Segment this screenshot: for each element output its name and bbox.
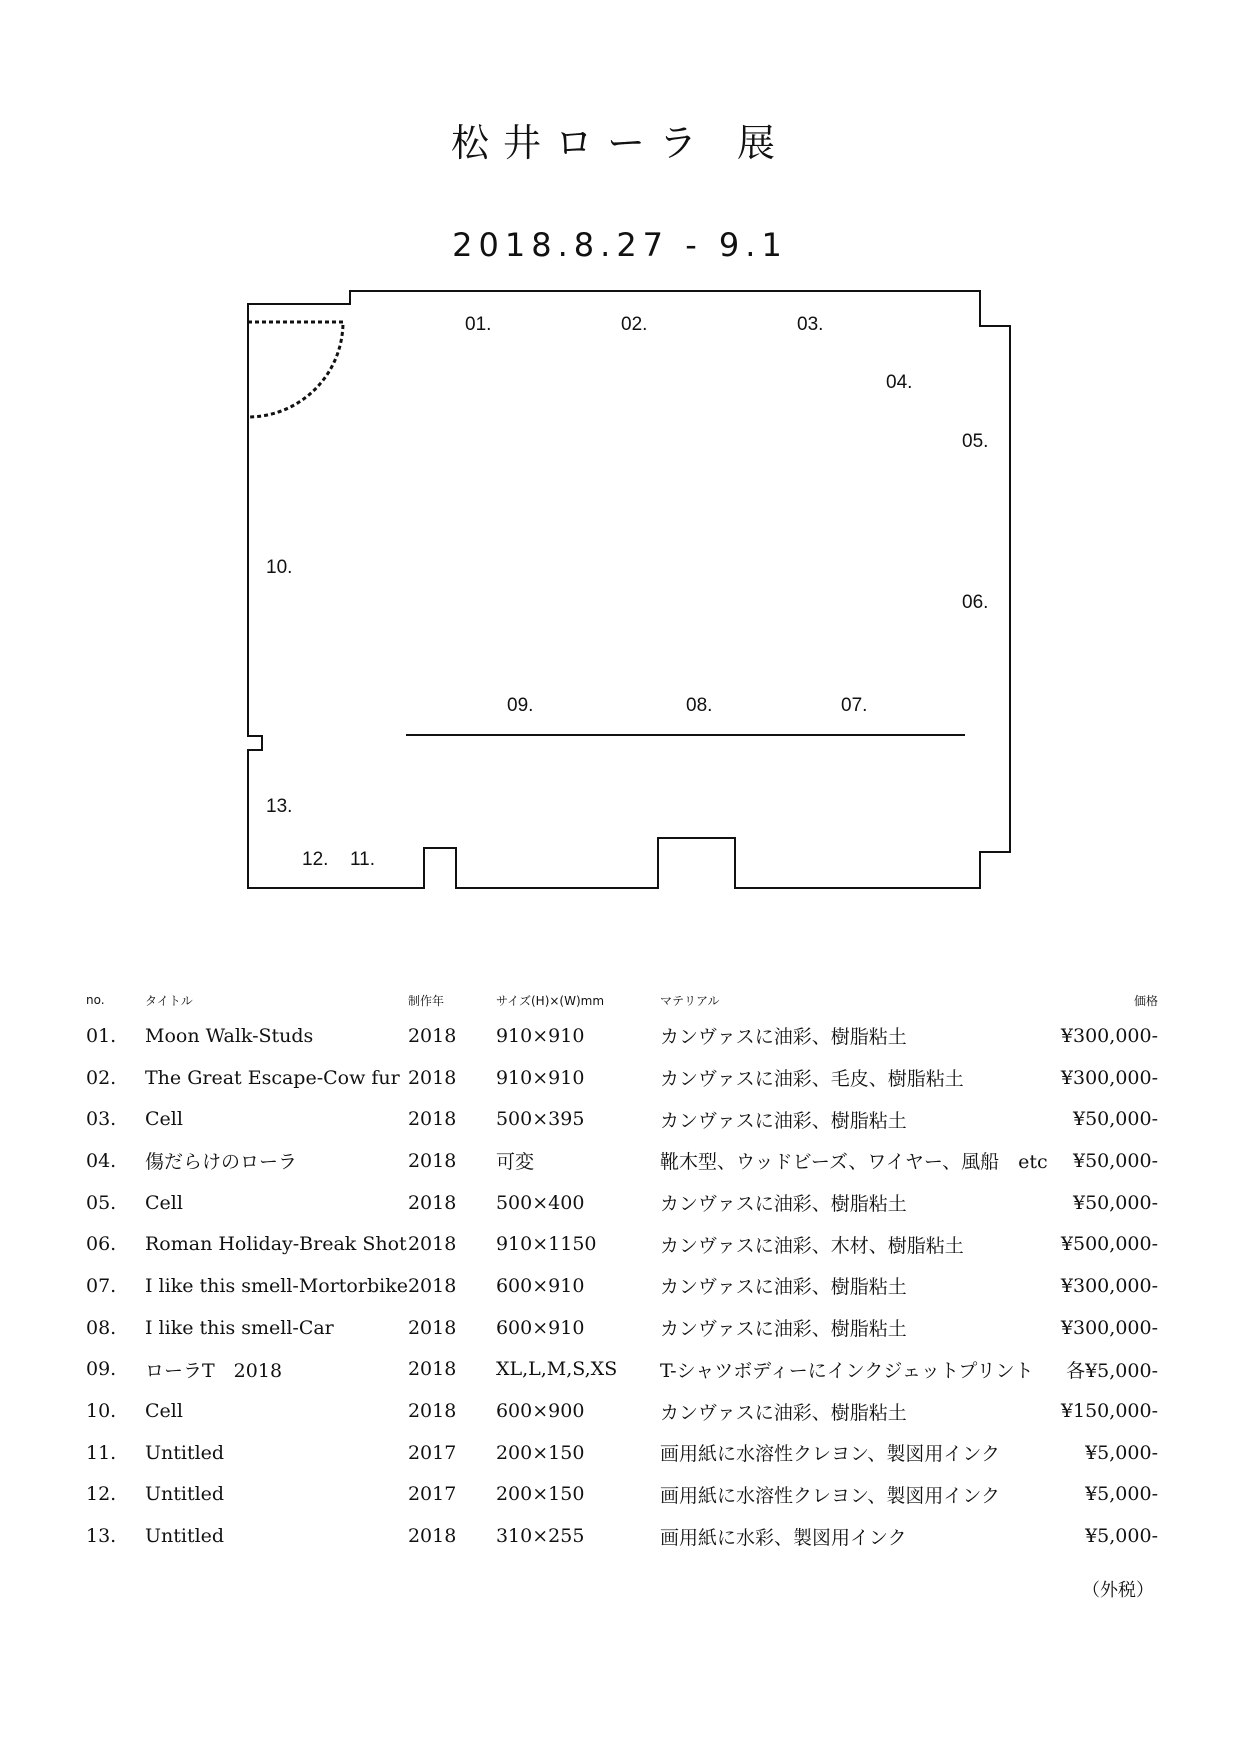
cell-size: 310×255	[495, 1525, 585, 1548]
cell-material: カンヴァスに油彩、樹脂粘土	[659, 1276, 907, 1299]
plan-label-11: 11.	[350, 849, 376, 870]
plan-label-06: 06.	[962, 592, 989, 613]
cell-material: カンヴァスに油彩、樹脂粘土	[659, 1318, 907, 1341]
cell-no: 04.	[86, 1149, 117, 1172]
table-row	[86, 1140, 1158, 1182]
cell-no: 02.	[86, 1066, 117, 1089]
cell-year: 2018	[407, 1149, 457, 1172]
cell-size: 910×910	[495, 1024, 585, 1047]
cell-title: The Great Escape-Cow fur	[145, 1066, 400, 1089]
cell-year: 2018	[407, 1316, 457, 1339]
cell-material: カンヴァスに油彩、毛皮、樹脂粘土	[659, 1068, 964, 1091]
table-row	[86, 1349, 1158, 1391]
cell-no: 12.	[86, 1483, 117, 1506]
plan-label-12: 12.	[302, 849, 329, 870]
cell-size: 600×910	[495, 1274, 585, 1297]
cell-title: Untitled	[145, 1525, 225, 1548]
header-price: 価格	[1133, 993, 1158, 1008]
cell-size: 910×1150	[495, 1233, 597, 1256]
cell-price: 各¥5,000-	[1066, 1359, 1158, 1382]
cell-size: 500×400	[495, 1191, 585, 1214]
cell-title: Cell	[145, 1400, 183, 1423]
plan-label-09: 09.	[507, 695, 534, 716]
exhibition-dates: 2018.8.27 - 9.1	[452, 226, 788, 264]
cell-price: ¥300,000-	[1060, 1024, 1158, 1047]
cell-price: ¥5,000-	[1085, 1525, 1158, 1548]
cell-title: I like this smell-Car	[145, 1316, 334, 1339]
cell-material: カンヴァスに油彩、樹脂粘土	[659, 1026, 907, 1049]
cell-year: 2018	[407, 1274, 457, 1297]
table-row	[86, 1307, 1158, 1349]
door-swing	[248, 322, 343, 417]
table-row	[86, 1057, 1158, 1099]
table-row	[86, 1432, 1158, 1474]
table-row	[86, 1474, 1158, 1516]
cell-price: ¥300,000-	[1060, 1316, 1158, 1339]
cell-no: 05.	[86, 1191, 117, 1214]
table-header-row	[86, 985, 1158, 1015]
plan-label-08: 08.	[686, 695, 713, 716]
cell-price: ¥300,000-	[1060, 1066, 1158, 1089]
plan-label-01: 01.	[465, 314, 492, 335]
cell-size: 200×150	[495, 1441, 585, 1464]
cell-material: T-シャツボディーにインクジェットプリント	[659, 1359, 1034, 1382]
cell-size: 可変	[495, 1151, 534, 1174]
cell-price: ¥500,000-	[1060, 1233, 1158, 1256]
plan-label-02: 02.	[621, 314, 648, 335]
cell-size: 600×900	[495, 1400, 585, 1423]
cell-material: カンヴァスに油彩、樹脂粘土	[659, 1109, 907, 1132]
header-size: サイズ(H)×(W)mm	[495, 993, 605, 1008]
cell-year: 2018	[407, 1233, 457, 1256]
cell-year: 2018	[407, 1400, 457, 1423]
cell-year: 2018	[407, 1108, 457, 1131]
cell-price: ¥5,000-	[1085, 1483, 1158, 1506]
table-row	[86, 1515, 1158, 1557]
cell-year: 2018	[407, 1066, 457, 1089]
cell-title: Moon Walk-Studs	[145, 1024, 314, 1047]
cell-size: 600×910	[495, 1316, 585, 1339]
cell-price: ¥50,000-	[1073, 1149, 1158, 1172]
cell-price: ¥50,000-	[1073, 1191, 1158, 1214]
cell-no: 01.	[86, 1024, 117, 1047]
header-title: タイトル	[145, 993, 193, 1008]
cell-year: 2018	[407, 1024, 457, 1047]
cell-title: Untitled	[145, 1483, 225, 1506]
cell-year: 2017	[407, 1483, 457, 1506]
table-row	[86, 1098, 1158, 1140]
cell-no: 03.	[86, 1108, 117, 1131]
plan-label-10: 10.	[266, 557, 293, 578]
cell-size: 200×150	[495, 1483, 585, 1506]
table-row	[86, 1390, 1158, 1432]
cell-no: 08.	[86, 1316, 117, 1339]
table-row	[86, 1223, 1158, 1265]
cell-no: 10.	[86, 1400, 117, 1423]
cell-material: カンヴァスに油彩、木材、樹脂粘土	[659, 1234, 964, 1257]
cell-year: 2018	[407, 1191, 457, 1214]
cell-title: Untitled	[145, 1441, 225, 1464]
cell-material: 画用紙に水溶性クレヨン、製図用インク	[659, 1484, 1001, 1507]
cell-title: I like this smell-Mortorbike	[145, 1274, 408, 1297]
tax-note: （外税）	[1082, 1580, 1154, 1601]
cell-title: Cell	[145, 1191, 183, 1214]
cell-material: 靴木型、ウッドビーズ、ワイヤー、風船 etc	[659, 1151, 1048, 1174]
cell-material: カンヴァスに油彩、樹脂粘土	[659, 1401, 907, 1424]
table-row	[86, 1182, 1158, 1224]
plan-label-03: 03.	[797, 314, 824, 335]
cell-no: 06.	[86, 1233, 117, 1256]
cell-material: 画用紙に水彩、製図用インク	[659, 1526, 907, 1549]
cell-no: 07.	[86, 1274, 117, 1297]
cell-title: ローラT 2018	[145, 1359, 283, 1382]
header-year: 制作年	[407, 993, 444, 1008]
plan-label-07: 07.	[841, 695, 868, 716]
cell-size: 500×395	[495, 1108, 585, 1131]
plan-label-05: 05.	[962, 431, 989, 452]
cell-price: ¥300,000-	[1060, 1274, 1158, 1297]
cell-price: ¥5,000-	[1085, 1441, 1158, 1464]
cell-title: Cell	[145, 1108, 183, 1131]
header-no: no.	[86, 993, 105, 1007]
cell-material: 画用紙に水溶性クレヨン、製図用インク	[659, 1443, 1001, 1466]
cell-size: XL,L,M,S,XS	[495, 1358, 618, 1381]
cell-material: カンヴァスに油彩、樹脂粘土	[659, 1193, 907, 1216]
works-table	[86, 985, 1158, 1557]
cell-year: 2018	[407, 1358, 457, 1381]
plan-label-04: 04.	[886, 372, 913, 393]
cell-no: 11.	[86, 1441, 117, 1464]
cell-title: 傷だらけのローラ	[145, 1151, 298, 1174]
exhibition-title: 松井ローラ 展	[450, 121, 790, 165]
cell-price: ¥50,000-	[1073, 1108, 1158, 1131]
plan-label-13: 13.	[266, 796, 293, 817]
cell-year: 2017	[407, 1441, 457, 1464]
cell-size: 910×910	[495, 1066, 585, 1089]
cell-price: ¥150,000-	[1060, 1400, 1158, 1423]
cell-no: 13.	[86, 1525, 117, 1548]
table-row	[86, 1015, 1158, 1057]
header-material: マテリアル	[659, 993, 720, 1008]
cell-year: 2018	[407, 1525, 457, 1548]
cell-title: Roman Holiday-Break Shot	[145, 1233, 407, 1256]
cell-no: 09.	[86, 1358, 117, 1381]
table-row	[86, 1265, 1158, 1307]
